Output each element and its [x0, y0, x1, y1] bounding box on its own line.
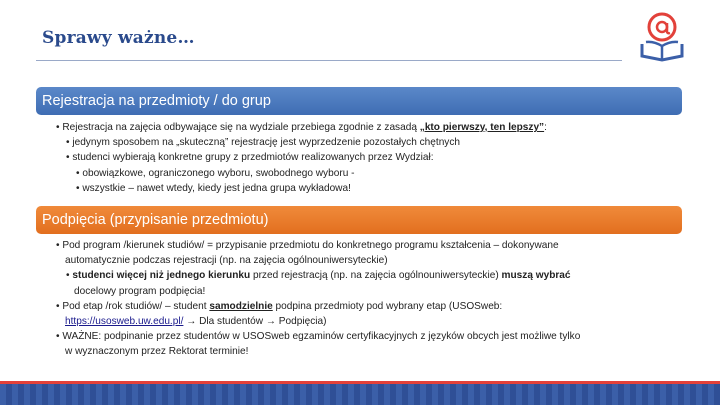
- list-item: • wszystkie – nawet wtedy, kiedy jest jedna grupa wykładowa!: [76, 182, 351, 194]
- footer-band: [0, 381, 720, 405]
- assignment-content: [56, 238, 686, 360]
- list-item-continued: automatycznie podczas rejestracji (np. na zajęcia ogólnouniwersyteckie): [65, 255, 388, 267]
- registration-content: [56, 120, 686, 196]
- slide-title: Sprawy ważne…: [42, 28, 195, 48]
- list-item: • Pod etap /rok studiów/ – student samodzielnie podpina przedmioty pod wybrany etap (USOSweb:: [56, 300, 503, 312]
- section-heading-registration: Rejestracja na przedmioty / do grup: [36, 87, 682, 115]
- title-divider: [36, 60, 622, 61]
- list-item: • obowiązkowe, ograniczonego wyboru, swobodnego wyboru -: [76, 167, 355, 179]
- at-book-icon: [636, 10, 688, 62]
- list-item-continued: w wyznaczonym przez Rektorat terminie!: [65, 346, 249, 358]
- first-come-rule: „kto pierwszy, ten lepszy”: [419, 122, 545, 133]
- list-item: • Rejestracja na zajęcia odbywające się na wydziale przebiega zgodnie z zasadą „kto pierwszy, ten lepszy”:: [56, 122, 547, 133]
- list-item-continued: docelowy program podpięcia!: [74, 285, 206, 297]
- list-item: • studenci więcej niż jednego kierunku przed rejestracją (np. na zajęcia ogólnouniwersyteckie) muszą wybrać: [66, 270, 571, 282]
- list-item: • Pod program /kierunek studiów/ = przypisanie przedmiotu do konkretnego programu kształcenia – dokonywane: [56, 240, 559, 251]
- section-heading-assignment: Podpięcia (przypisanie przedmiotu): [36, 206, 682, 234]
- usosweb-link[interactable]: https://usosweb.uw.edu.pl/: [65, 316, 184, 328]
- list-item: • jedynym sposobem na „skuteczną” rejestrację jest wyprzedzenie pozostałych chętnych: [66, 137, 461, 149]
- list-item-continued: https://usosweb.uw.edu.pl/ → Dla studentów → Podpięcia): [65, 316, 327, 328]
- list-item: • studenci wybierają konkretne grupy z przedmiotów realizowanych przez Wydział:: [66, 152, 434, 164]
- list-item: • WAŻNE: podpinanie przez studentów w USOSweb egzaminów certyfikacyjnych z języków obcych jest możliwe tylko: [56, 331, 581, 343]
